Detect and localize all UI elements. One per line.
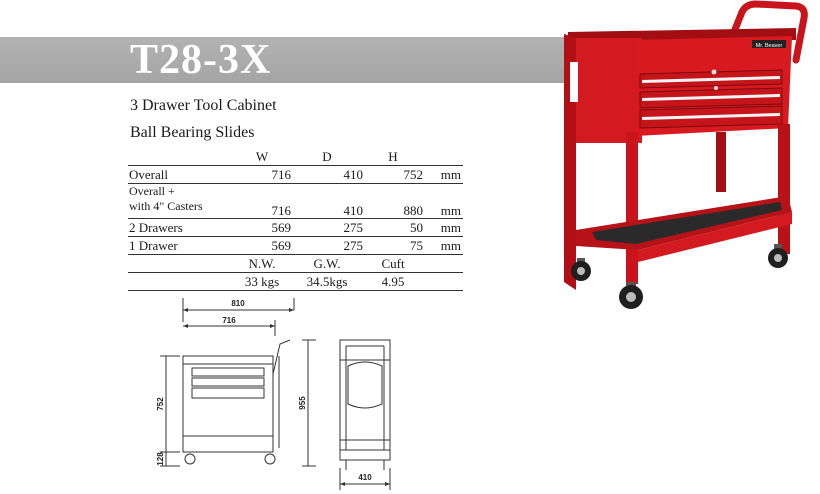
cart-back-leg [716, 132, 726, 192]
spec-row-2-drawers [128, 219, 463, 237]
header-nw: N.W. [233, 255, 291, 273]
cell-d: 410 [291, 166, 363, 184]
dim-width-body: 716 [222, 316, 236, 325]
tool-cart-image [556, 0, 816, 320]
header-w: W [255, 149, 269, 164]
cart-side-panel [576, 38, 642, 143]
dim-height-caster: 128 [156, 452, 165, 466]
cell-h: 50 [363, 219, 423, 237]
header-d: D [322, 149, 332, 164]
spec-row-1-drawer [128, 237, 463, 255]
row-label-line-1: Overall + [129, 184, 175, 198]
side-view-drawing [296, 300, 416, 494]
cell-unit: mm [423, 184, 463, 219]
value-gw: 34.5kgs [291, 273, 363, 291]
row-label [128, 184, 233, 219]
cell-unit: mm [423, 237, 463, 255]
header-gw: G.W. [291, 255, 363, 273]
dim-height-body: 752 [156, 397, 165, 411]
cart-front-right-leg [778, 124, 790, 254]
row-label: 1 Drawer [128, 237, 233, 255]
value-cuft: 4.95 [363, 273, 423, 291]
dim-width-total: 810 [231, 299, 245, 308]
spec-row-overall-casters [128, 184, 463, 219]
weight-value-row [128, 273, 463, 291]
cell-h: 75 [363, 237, 423, 255]
title-band [0, 37, 580, 83]
header-cuft: Cuft [363, 255, 423, 273]
cell-w: 569 [233, 219, 291, 237]
cell-w: 716 [233, 184, 291, 219]
row-label: 2 Drawers [128, 219, 233, 237]
row-label: Overall [128, 166, 233, 184]
brand-badge-text: Mr. Beaver [755, 43, 783, 49]
cell-d: 275 [291, 237, 363, 255]
cell-h: 752 [363, 166, 423, 184]
cell-w: 716 [233, 166, 291, 184]
row-label-line-2: with 4" Casters [129, 199, 203, 213]
cell-w: 569 [233, 237, 291, 255]
cell-d: 410 [291, 184, 363, 219]
value-nw: 33 kgs [233, 273, 291, 291]
key-icon [714, 86, 718, 90]
cell-unit: mm [423, 166, 463, 184]
cell-d: 275 [291, 219, 363, 237]
spec-row-overall [128, 166, 463, 184]
dim-height-total: 955 [298, 396, 307, 410]
subtitle-drawers: 3 Drawer Tool Cabinet [130, 97, 277, 114]
cart-side-slot [570, 62, 578, 102]
cell-h: 880 [363, 184, 423, 219]
caster-front-left [619, 282, 643, 309]
weight-header-row [128, 255, 463, 273]
dim-depth: 410 [358, 473, 372, 482]
spec-table [128, 148, 463, 291]
lock-icon [712, 70, 717, 75]
header-h: H [388, 149, 398, 164]
cell-unit: mm [423, 219, 463, 237]
spec-header-row [128, 148, 463, 166]
model-title: T28-3X [130, 37, 272, 83]
subtitle-slides: Ball Bearing Slides [130, 124, 255, 141]
cart-front-left-leg [626, 132, 638, 284]
